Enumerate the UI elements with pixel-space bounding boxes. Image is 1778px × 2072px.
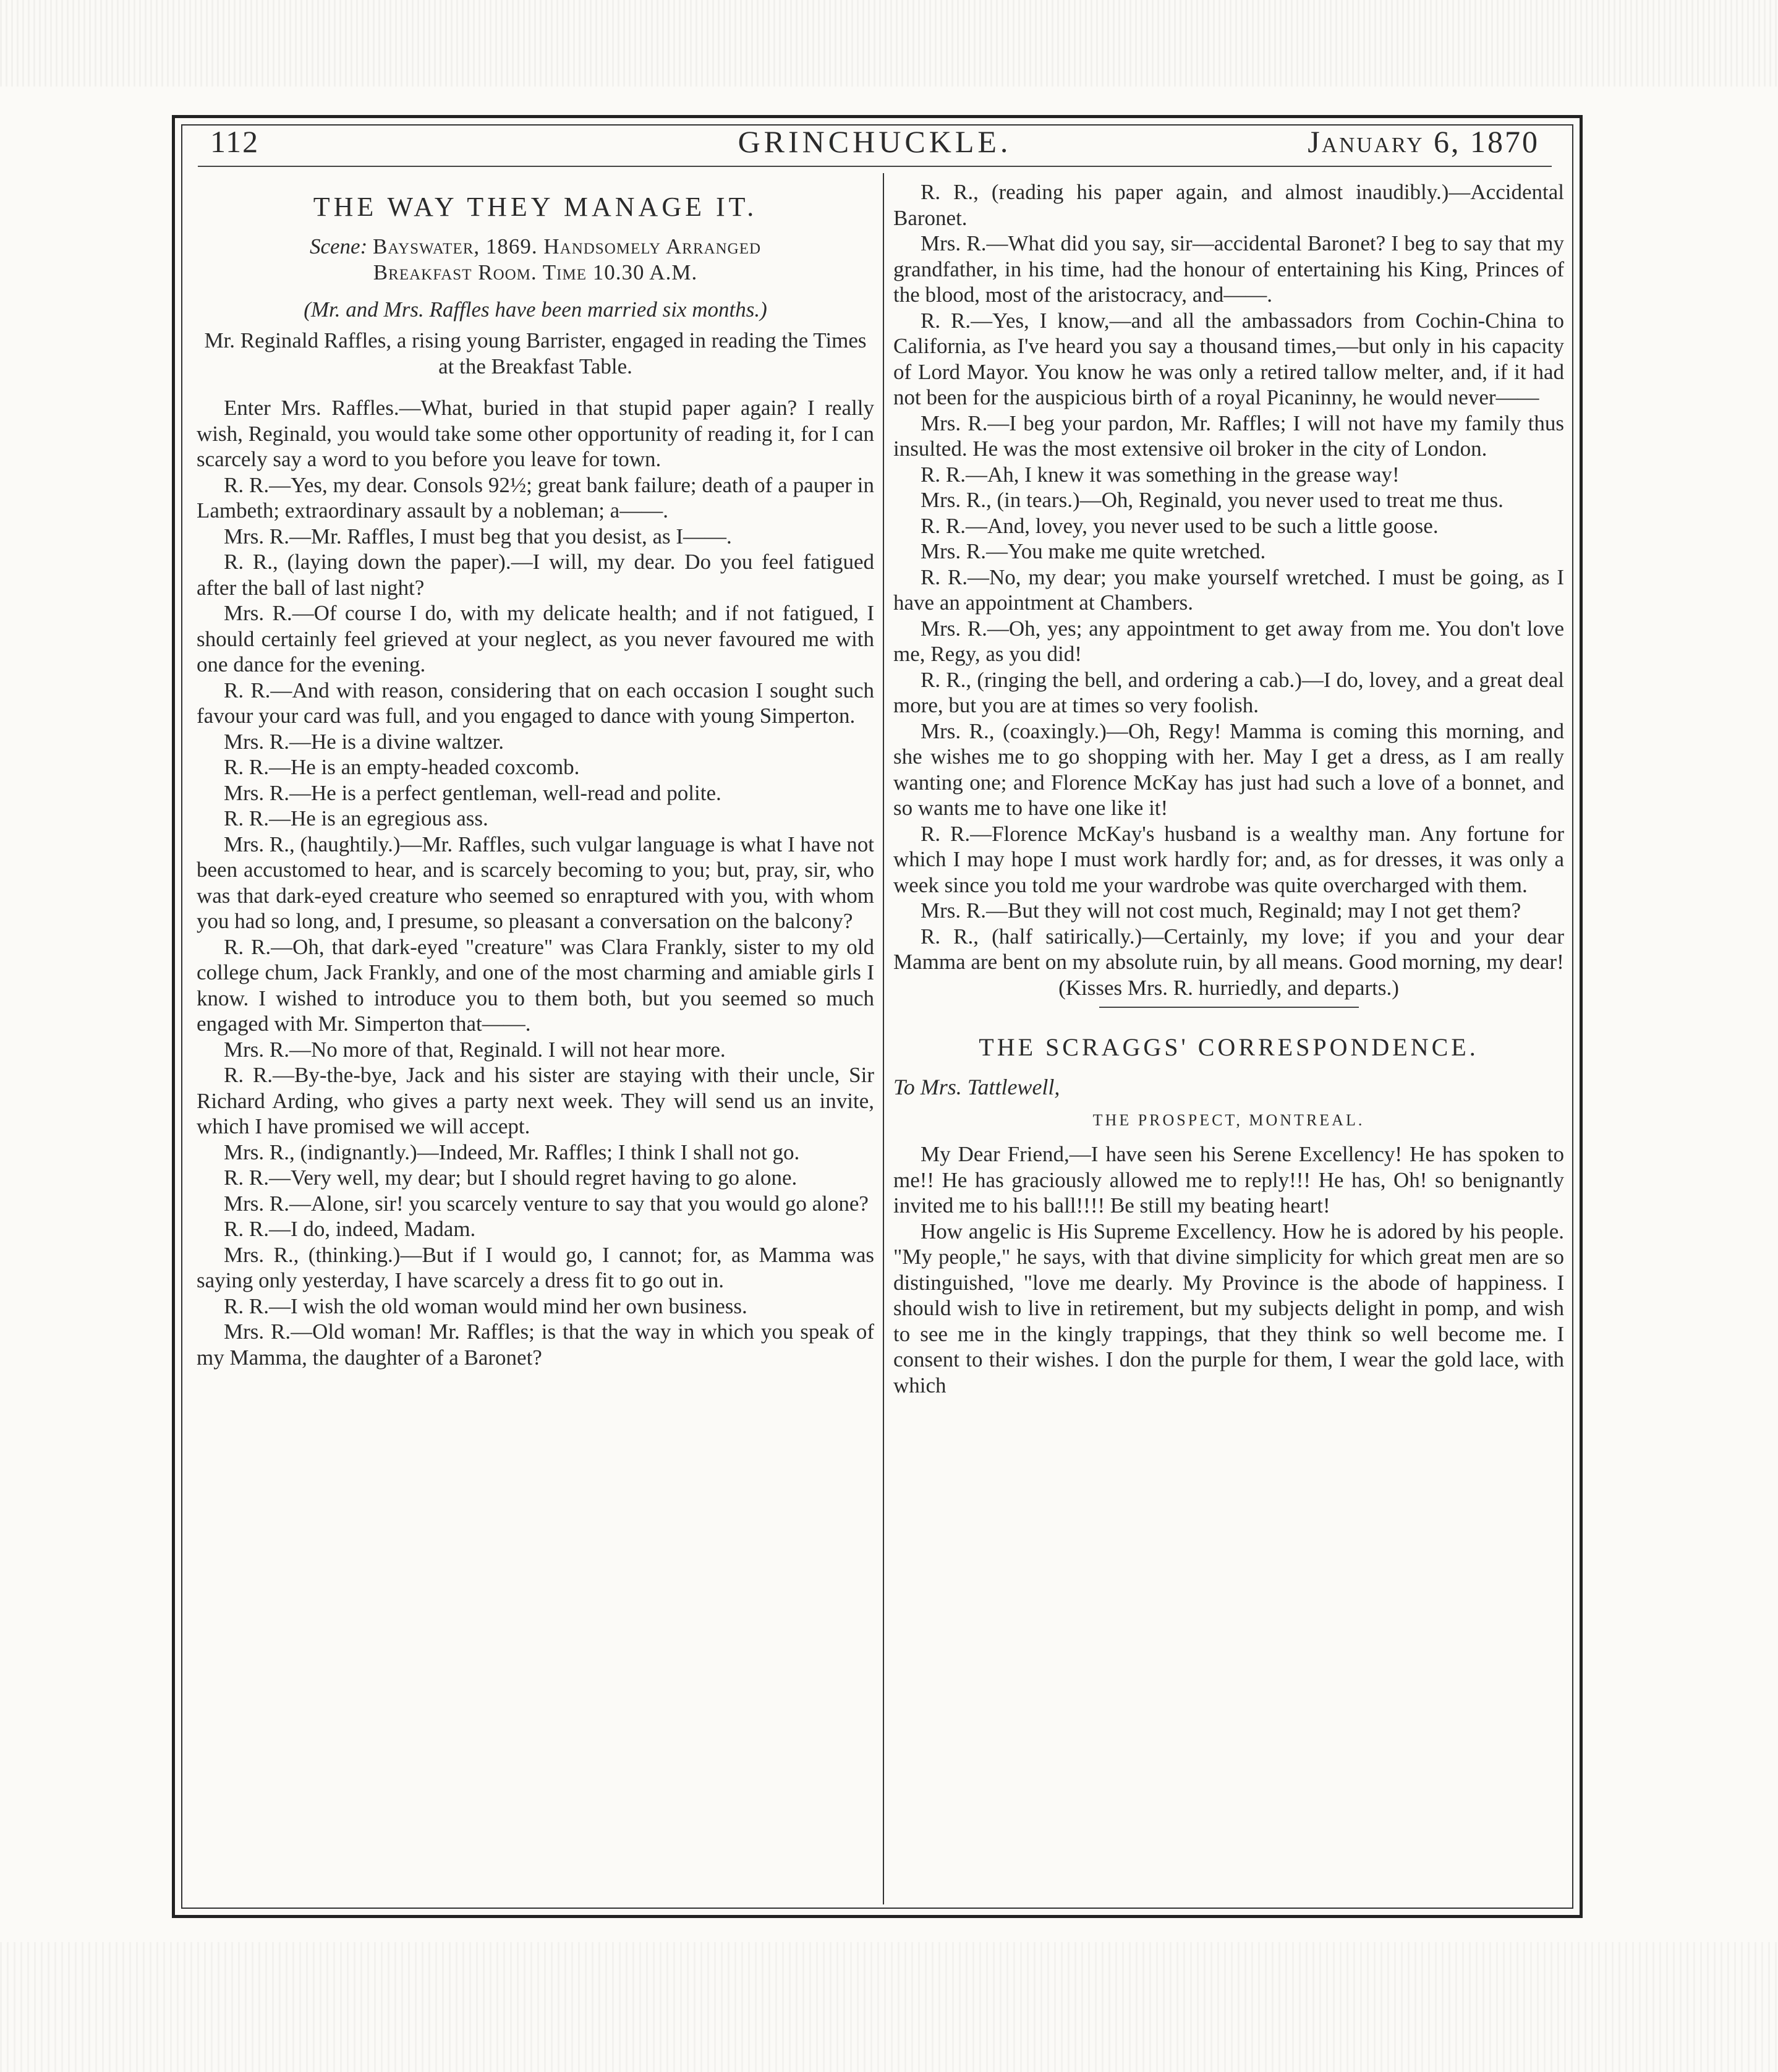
dialogue-paragraph: Mrs. R.—I beg your pardon, Mr. Raffles; I will not have my family thus insulted. He was the most extensive oil broker in the city of London.: [893, 411, 1564, 461]
dialogue-paragraph: Mrs. R.—He is a divine waltzer.: [224, 729, 504, 754]
magazine-title: GRINCHUCKLE.: [738, 124, 1012, 159]
article-separator: [1099, 1007, 1359, 1008]
dialogue-paragraph: Mrs. R.—You make me quite wretched.: [921, 539, 1266, 563]
dialogue-paragraph: R. R.—And with reason, considering that on each occasion I sought such favour your card was full, and you engaged to dance with young Simperton.: [197, 678, 874, 728]
page-edge-texture-bottom: [0, 1942, 1778, 2072]
scene-heading: [197, 234, 874, 286]
issue-date: January 6, 1870: [1308, 124, 1539, 159]
stage-note: (Mr. and Mrs. Raffles have been married six months.): [304, 297, 767, 322]
dialogue-paragraph: R. R.—Ah, I knew it was something in the grease way!: [921, 462, 1400, 487]
dialogue-paragraph: Mrs. R.—Of course I do, with my delicate health; and if not fatigued, I should certainly feel grieved at your neglect, as you never favoured me with one dance for the evening.: [197, 601, 874, 676]
page-edge-texture-top: [0, 0, 1778, 87]
page-number: 112: [210, 124, 260, 159]
scene-text-1: Bayswater, 1869. Handsomely Arranged: [372, 234, 762, 258]
dialogue-paragraph: R. R., (laying down the paper).—I will, my dear. Do you feel fatigued after the ball of last night?: [197, 550, 874, 600]
dialogue-paragraph: Mrs. R.—He is a perfect gentleman, well-read and polite.: [224, 780, 721, 805]
dialogue-paragraph: R. R.—He is an egregious ass.: [224, 806, 488, 830]
dialogue-paragraph: Mrs. R.—No more of that, Reginald. I will not hear more.: [224, 1037, 726, 1062]
article-title: THE WAY THEY MANAGE IT.: [313, 192, 758, 222]
intro-line: Mr. Reginald Raffles, a rising young Barrister, engaged in reading the Times at the Breakfast Table.: [204, 328, 867, 378]
dialogue-paragraph: R. R., (half satirically.)—Certainly, my love; if you and your dear Mamma are bent on my absolute ruin, by all means. Good morning, my dear!: [893, 924, 1564, 974]
scene-text-2: Breakfast Room. Time 10.30 A.M.: [373, 260, 698, 284]
dialogue-paragraph: R. R.—He is an empty-headed coxcomb.: [224, 755, 580, 779]
dialogue-paragraph: R. R.—Yes, I know,—and all the ambassadors from Cochin-China to California, as I've heard you say a thousand times,—but only in his capacity of Lord Mayor. You know he was only a retired tallow melter, and, if it had not been for the auspicious birth of a royal Picaninny, he would never——: [893, 308, 1564, 409]
dialogue-paragraph: R. R.—No, my dear; you make yourself wretched. I must be going, as I have an appointment at Chambers.: [893, 565, 1564, 615]
dialogue-paragraph: Mrs. R.—But they will not cost much, Reginald; may I not get them?: [921, 898, 1521, 923]
dialogue-paragraph: Mrs. R., (thinking.)—But if I would go, I cannot; for, as Mamma was saying only yesterday, I have scarcely a dress fit to go out in.: [197, 1242, 874, 1292]
letter-place: THE PROSPECT, MONTREAL.: [1092, 1111, 1365, 1129]
dialogue-paragraph: R. R.—Florence McKay's husband is a wealthy man. Any fortune for which I may hope I must work hardly for; and, as for dresses, it was only a week since you told me your wardrobe was quite overcharged with them.: [893, 821, 1564, 897]
scene-label: Scene:: [309, 234, 368, 258]
dialogue-paragraph: R. R.—Oh, that dark-eyed "creature" was Clara Frankly, sister to my old college chum, Jack Frankly, and one of the most charming and amiable girls I know. I wished to introduce you to them both, but you seemed so much engaged with Mr. Simperton that——.: [197, 934, 874, 1036]
dialogue-paragraph: R. R.—I wish the old woman would mind her own business.: [224, 1294, 747, 1318]
left-column: [197, 179, 874, 1370]
running-header: [198, 122, 1552, 167]
dialogue-paragraph: Mrs. R.—Oh, yes; any appointment to get away from me. You don't love me, Regy, as you did!: [893, 616, 1564, 666]
dialogue-paragraph: R. R.—By-the-bye, Jack and his sister are staying with their uncle, Sir Richard Arding, who gives a party next week. They will send us an invite, which I have promised we will accept.: [197, 1063, 874, 1138]
dialogue-paragraph: R. R.—I do, indeed, Madam.: [224, 1217, 476, 1241]
dialogue-paragraph: Mrs. R., (in tears.)—Oh, Reginald, you never used to treat me thus.: [921, 488, 1504, 512]
dialogue-paragraph: R. R.—And, lovey, you never used to be such a little goose.: [921, 513, 1439, 538]
right-column: [893, 179, 1564, 1398]
dialogue-paragraph: R. R.—Yes, my dear. Consols 92½; great bank failure; death of a pauper in Lambeth; extraordinary assault by a nobleman; a——.: [197, 472, 874, 522]
column-divider: [883, 173, 884, 1904]
dialogue-paragraph: Mrs. R., (indignantly.)—Indeed, Mr. Raffles; I think I shall not go.: [224, 1140, 800, 1164]
dialogue-paragraph: Mrs. R., (haughtily.)—Mr. Raffles, such vulgar language is what I have not been accustomed to hear, and is scarcely becoming to you; but, pray, sir, who was that dark-eyed creature who seemed so enraptured with you, with whom you had so long, and, I presume, so pleasant a conversation on the balcony?: [197, 832, 874, 933]
dialogue-paragraph: Mrs. R., (coaxingly.)—Oh, Regy! Mamma is coming this morning, and she wishes me to go shopping with her. May I get a dress, as I am really wanting one; and Florence McKay has just had such a love of a bonnet, and so wants me to have one like it!: [893, 718, 1564, 820]
dialogue-paragraph: R. R.—Very well, my dear; but I should regret having to go alone.: [224, 1166, 798, 1190]
dialogue-paragraph: R. R., (reading his paper again, and almost inaudibly.)—Accidental Baronet.: [893, 180, 1564, 230]
letter-paragraph: My Dear Friend,—I have seen his Serene Excellency! He has spoken to me!! He has graciously allowed me to reply!!! He has, Oh! so benignantly invited me to his ball!!!! Be still my beating heart!: [893, 1142, 1564, 1217]
dialogue-paragraph: Mrs. R.—What did you say, sir—accidental Baronet? I beg to say that my grandfather, in his time, had the honour of entertaining his King, Princes of the blood, most of the aristocracy, and——.: [893, 231, 1564, 307]
letter-paragraph: How angelic is His Supreme Excellency. How he is adored by his people. "My people," he says, with that divine simplicity for which great men are so distinguished, "love me dearly. My Province is the abode of happiness. I should wish to live in retirement, but my subjects delight in pomp, and wish to see me in the kingly trappings, that they think so well become me. I consent to their wishes. I don the purple for them, I wear the gold lace, with which: [893, 1219, 1564, 1397]
article-title: THE SCRAGGS' CORRESPONDENCE.: [979, 1033, 1479, 1061]
dialogue-paragraph: Mrs. R.—Mr. Raffles, I must beg that you desist, as I——.: [224, 524, 732, 548]
closing-stage-direction: (Kisses Mrs. R. hurriedly, and departs.): [1058, 975, 1399, 1000]
dialogue-paragraph: Mrs. R.—Old woman! Mr. Raffles; is that the way in which you speak of my Mamma, the daughter of a Baronet?: [197, 1320, 874, 1370]
dialogue-paragraph: Enter Mrs. Raffles.—What, buried in that stupid paper again? I really wish, Reginald, you would take some other opportunity of reading it, for I can scarcely say a word to you before you leave for town.: [197, 396, 874, 471]
dialogue-paragraph: R. R., (ringing the bell, and ordering a cab.)—I do, lovey, and a great deal more, but you are at times so very foolish.: [893, 667, 1564, 717]
dialogue-paragraph: Mrs. R.—Alone, sir! you scarcely venture to say that you would go alone?: [224, 1191, 869, 1216]
letter-addressee: To Mrs. Tattlewell,: [893, 1075, 1060, 1099]
